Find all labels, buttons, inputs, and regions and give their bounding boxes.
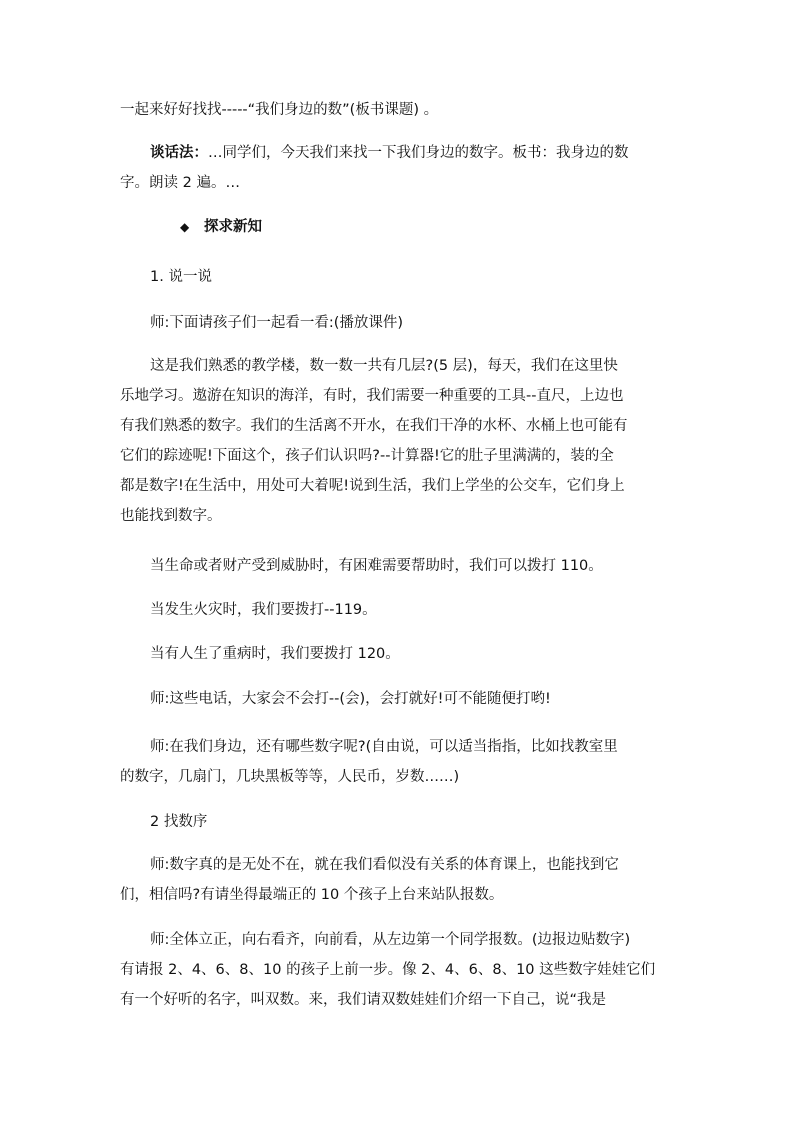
part1-title: 1. 说一说 <box>150 269 212 285</box>
part1-para-line: 乐地学习。遨游在知识的海洋，有时，我们需要一种重要的工具--直尺，上边也 <box>120 388 624 404</box>
talk-method-line-1 <box>150 143 629 163</box>
part1-para-line: 都是数字!在生活中，用处可大着呢!说到生活，我们上学坐的公交车，它们身上 <box>120 478 625 494</box>
phone-119-line: 当发生火灾时，我们要拨打--119。 <box>150 602 377 618</box>
part2-teacher-2-line: 有一个好听的名字，叫双数。来，我们请双数娃娃们介绍一下自己，说“我是 <box>120 992 607 1008</box>
part1-teacher-3-line: 师:在我们身边，还有哪些数字呢?(自由说，可以适当指指，比如找教室里 <box>150 739 618 755</box>
phone-110-line: 当生命或者财产受到威胁时，有困难需要帮助时，我们可以拨打 110。 <box>150 558 603 574</box>
part1-para-line: 有我们熟悉的数字。我们的生活离不开水，在我们干净的水杯、水桶上也可能有 <box>120 418 628 434</box>
part1-para-line: 这是我们熟悉的教学楼，数一数一共有几层?(5 层)，每天，我们在这里快 <box>150 358 618 374</box>
section-heading-text: 探求新知 <box>204 219 262 235</box>
diamond-icon: ◆ <box>180 220 190 234</box>
section-heading <box>180 217 262 237</box>
part2-teacher-2-line: 师:全体立正，向右看齐，向前看，从左边第一个同学报数。(边报边贴数字) <box>150 932 631 948</box>
part1-teacher-2: 师:这些电话，大家会不会打--(会)，会打就好!可不能随便打哟! <box>150 691 551 707</box>
intro-line: 一起来好好找找-----“我们身边的数”(板书课题) 。 <box>120 102 439 118</box>
part1-teacher-1: 师:下面请孩子们一起看一看:(播放课件) <box>150 315 404 331</box>
part2-title: 2 找数序 <box>150 814 208 830</box>
part2-teacher-1-line: 们，相信吗?有请坐得最端正的 10 个孩子上台来站队报数。 <box>120 887 504 903</box>
talk-method-text: …同学们，今天我们来找一下我们身边的数字。板书：我身边的数 <box>208 145 629 161</box>
part2-teacher-2-line: 有请报 2、4、6、8、10 的孩子上前一步。像 2、4、6、8、10 这些数字娃娃它们 <box>120 962 656 978</box>
phone-120-line: 当有人生了重病时，我们要拨打 120。 <box>150 646 400 662</box>
part1-para-line: 它们的踪迹呢!下面这个，孩子们认识吗?--计算器!它的肚子里满满的，装的全 <box>120 448 614 464</box>
part2-teacher-1-line: 师:数字真的是无处不在，就在我们看似没有关系的体育课上，也能找到它 <box>150 857 619 873</box>
part1-teacher-3-line: 的数字，几扇门，几块黑板等等，人民币，岁数……) <box>120 769 460 785</box>
talk-method-label: 谈话法： <box>150 145 208 161</box>
part1-para-line: 也能找到数字。 <box>120 508 222 524</box>
talk-method-line-2: 字。朗读 2 遍。… <box>120 175 240 191</box>
